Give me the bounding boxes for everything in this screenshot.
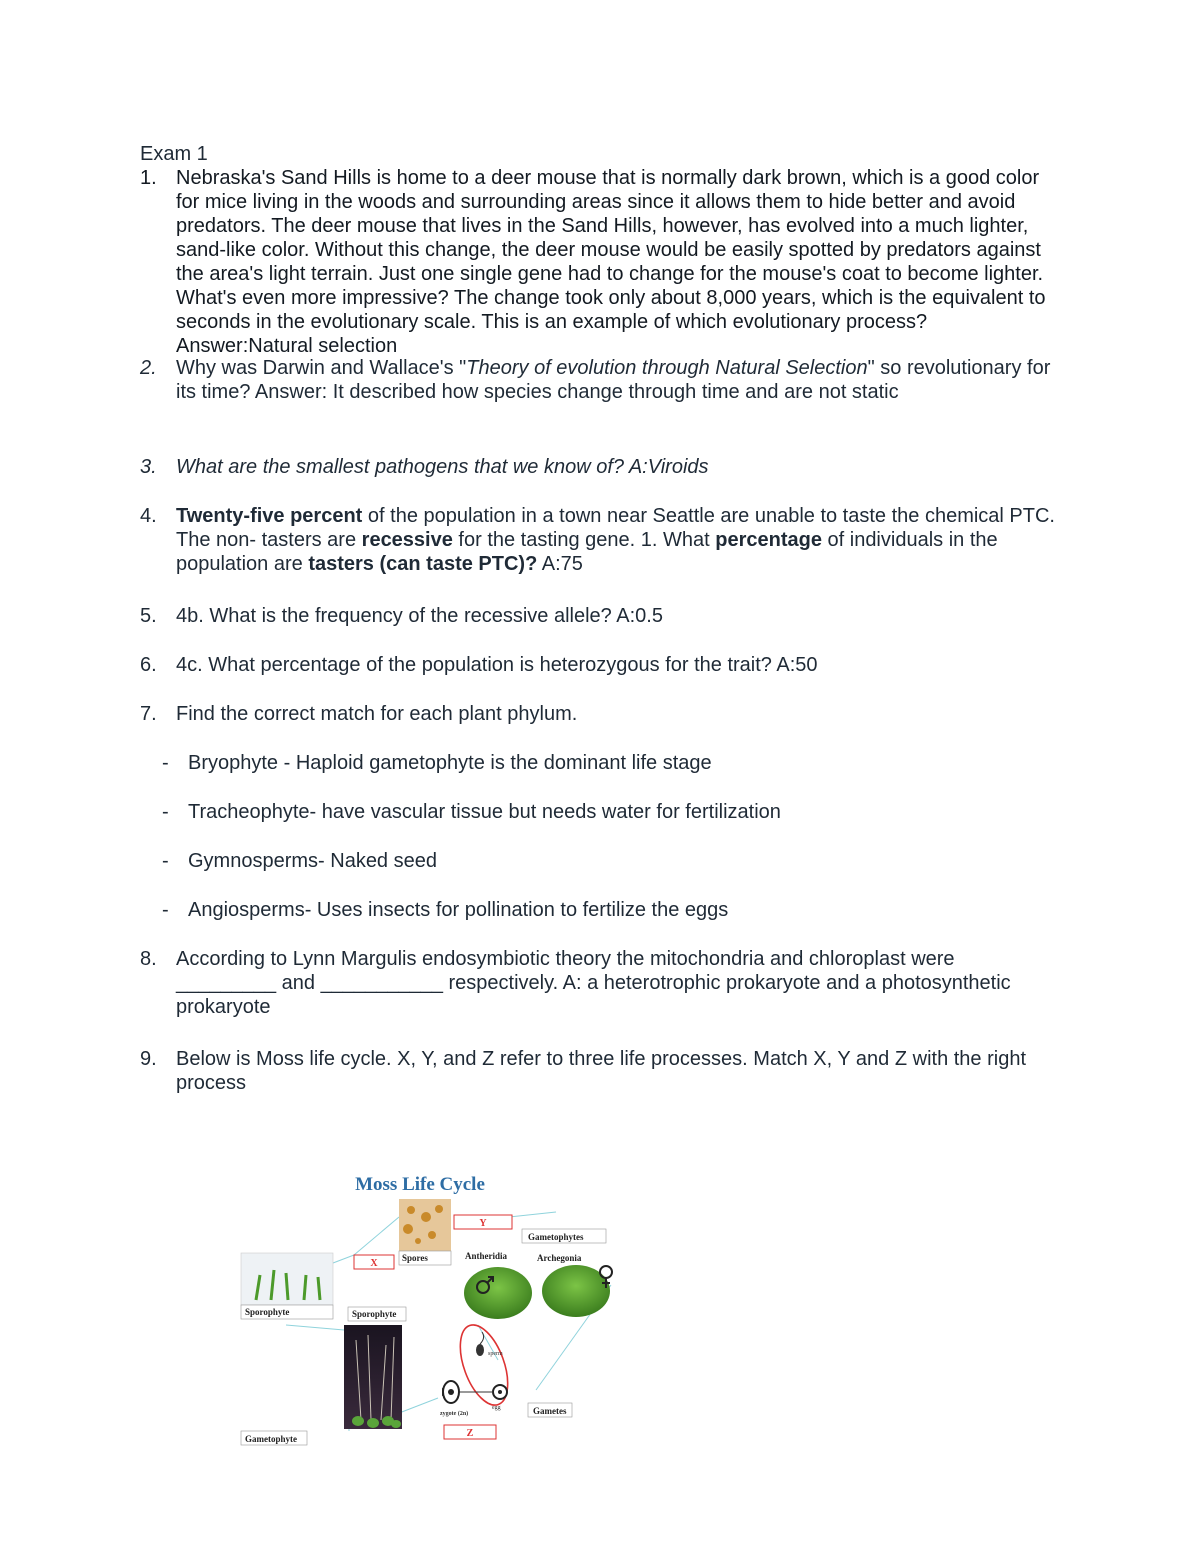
question-9 — [140, 1047, 1060, 1095]
text-run: of individuals in the population are — [176, 529, 998, 575]
gametophytes-label: Gametophytes — [528, 1232, 584, 1242]
egg-icon — [493, 1385, 507, 1399]
question-8 — [140, 947, 1060, 1019]
question-number: 7. — [140, 703, 157, 725]
question-text: Nebraska's Sand Hills is home to a deer mouse that is normally dark brown, which is a good color for mice living in the woods and surrounding areas since it allows them to hide better and avoid predators. The deer mouse that lives in the Sand Hills, however, has evolved into a much lighter, sand-like color. Without this change, the deer mouse would be easily spotted by predators against the area's light terrain. Just one single gene had to change for the mouse's coat to become lighter. What's even more impressive? The change took only about 8,000 years, which is the equivalent to seconds in the evolutionary scale. This is an example of which evolutionary process? Answer:Natural selection — [176, 167, 1046, 357]
diagram-title: Moss Life Cycle — [355, 1174, 485, 1195]
bold-phrase: recessive — [361, 529, 453, 551]
question-5 — [140, 604, 1060, 628]
question-4 — [140, 504, 1060, 576]
sporophyte-dark-photo — [344, 1325, 402, 1429]
archegonia-label: Archegonia — [537, 1253, 582, 1263]
question-number: 4. — [140, 505, 157, 527]
antheridia-moss-image — [464, 1267, 532, 1319]
bullet-dash: - — [162, 899, 169, 921]
question-text: According to Lynn Margulis endosymbiotic theory the mitochondria and chloroplast were _________ and ___________ respectively. A: a heterotrophic prokaryote and a photosynthetic prokaryote — [176, 948, 1011, 1018]
question-1 — [140, 166, 1060, 358]
question-text: What are the smallest pathogens that we know of? A:Viroids — [176, 456, 709, 478]
bullet-dash: - — [162, 850, 169, 872]
question-number: 2. — [140, 357, 157, 379]
question-number: 6. — [140, 654, 157, 676]
bold-phrase: percentage — [715, 529, 822, 551]
bold-phrase: Twenty-five percent — [176, 505, 363, 527]
text-run: for the tasting gene. 1. What — [452, 529, 716, 551]
moss-life-cycle-diagram — [236, 1165, 626, 1455]
question-3 — [140, 455, 1060, 479]
question-text — [176, 504, 1060, 576]
zygote-label: zygote (2n) — [440, 1411, 469, 1417]
process-x-label: X — [370, 1258, 378, 1269]
antheridia-label: Antheridia — [465, 1251, 508, 1261]
process-y-label: Y — [479, 1218, 487, 1229]
list-item-text: Bryophyte - Haploid gametophyte is the dominant life stage — [188, 752, 712, 774]
question-text-pre: Why was Darwin and Wallace's " — [176, 357, 467, 379]
spores-label: Spores — [402, 1253, 428, 1263]
question-text — [176, 356, 1060, 404]
question-text-post: " so revolutionary for its time? Answer: It described how species change through time and are not static — [176, 357, 1051, 403]
list-item — [162, 849, 437, 873]
question-number: 3. — [140, 456, 157, 478]
question-text: 4c. What percentage of the population is heterozygous for the trait? A:50 — [176, 654, 818, 676]
sperm-icon — [476, 1332, 484, 1356]
question-number: 9. — [140, 1048, 157, 1070]
list-item — [162, 800, 781, 824]
egg-label: egg — [492, 1405, 501, 1411]
answer-text: A:75 — [537, 553, 583, 575]
text-run: of the population in a town near Seattle are unable to taste the chemical PTC. The non- tasters are — [176, 505, 1055, 551]
process-z-label: Z — [466, 1428, 474, 1439]
question-text: Find the correct match for each plant phylum. — [176, 703, 578, 725]
sporophyte-center-label: Sporophyte — [352, 1309, 397, 1319]
question-2 — [140, 356, 1060, 404]
bold-phrase: tasters (can taste PTC)? — [308, 553, 538, 575]
page-title: Exam 1 — [140, 143, 208, 165]
question-text: Below is Moss life cycle. X, Y, and Z refer to three life processes. Match X, Y and Z with the right process — [176, 1048, 1027, 1094]
theory-title: Theory of evolution through Natural Selection — [466, 357, 868, 379]
sperm-label: sperm — [488, 1351, 503, 1357]
zygote-icon — [443, 1381, 459, 1403]
question-text: 4b. What is the frequency of the recessive allele? A:0.5 — [176, 605, 663, 627]
question-number: 1. — [140, 167, 157, 189]
bullet-dash: - — [162, 801, 169, 823]
list-item — [162, 751, 712, 775]
gametes-highlight — [451, 1319, 517, 1412]
question-number: 5. — [140, 605, 157, 627]
list-item — [162, 898, 728, 922]
list-item-text: Gymnosperms- Naked seed — [188, 850, 437, 872]
question-7 — [140, 702, 1060, 726]
list-item-text: Tracheophyte- have vascular tissue but needs water for fertilization — [188, 801, 781, 823]
gametes-label: Gametes — [533, 1406, 567, 1416]
question-6 — [140, 653, 1060, 677]
gametophyte-label: Gametophyte — [245, 1434, 297, 1444]
sporophyte-left-label: Sporophyte — [245, 1307, 290, 1317]
bullet-dash: - — [162, 752, 169, 774]
list-item-text: Angiosperms- Uses insects for pollination to fertilize the eggs — [188, 899, 729, 921]
question-number: 8. — [140, 948, 157, 970]
